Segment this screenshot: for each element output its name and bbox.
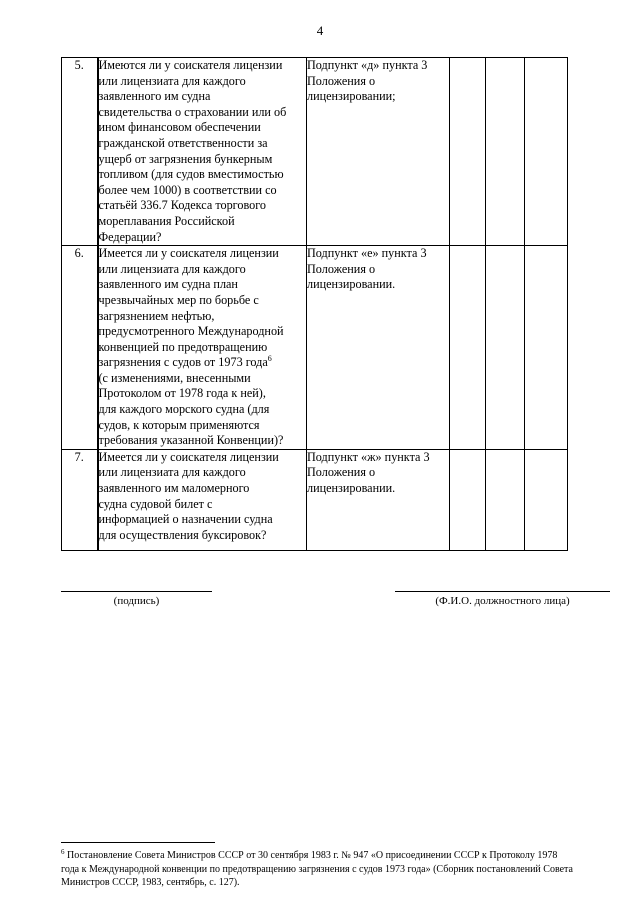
footnote-divider bbox=[61, 842, 215, 843]
page-number: 4 bbox=[316, 23, 324, 38]
answer-cell[interactable] bbox=[486, 58, 525, 246]
official-name-line[interactable] bbox=[395, 591, 610, 592]
table-row bbox=[62, 246, 568, 450]
answer-cell[interactable] bbox=[450, 246, 486, 450]
row-number: 7. bbox=[62, 449, 98, 550]
footnote-mark: 6 bbox=[61, 848, 65, 856]
row-reference: Подпункт «ж» пункта 3 Положения о лицензировании. bbox=[307, 449, 450, 550]
footnote-reference-mark: 6 bbox=[267, 354, 272, 364]
checklist-table bbox=[61, 57, 568, 551]
answer-cell[interactable] bbox=[525, 246, 568, 450]
row-question-text-continued: (с изменениями, внесенными Протоколом от 1978 года к ней), для каждого морского судна (для судов, к которым применяются требования указанной Конвенции)? bbox=[98, 370, 284, 448]
signature-line[interactable] bbox=[61, 591, 212, 592]
answer-cell[interactable] bbox=[450, 58, 486, 246]
signature-caption: (подпись) bbox=[113, 595, 160, 607]
row-number: 5. bbox=[62, 58, 98, 246]
answer-cell[interactable] bbox=[486, 449, 525, 550]
answer-cell[interactable] bbox=[525, 449, 568, 550]
official-name-caption: (Ф.И.О. должностного лица) bbox=[435, 595, 570, 607]
answer-cell[interactable] bbox=[486, 246, 525, 450]
answer-cell[interactable] bbox=[450, 449, 486, 550]
row-reference: Подпункт «е» пункта 3 Положения о лицензировании. bbox=[307, 246, 450, 450]
table-row bbox=[62, 449, 568, 550]
footnote bbox=[61, 849, 613, 890]
row-number: 6. bbox=[62, 246, 98, 450]
row-question bbox=[98, 246, 307, 450]
table-row bbox=[62, 58, 568, 246]
answer-cell[interactable] bbox=[525, 58, 568, 246]
row-question: Имеются ли у соискателя лицензии или лицензиата для каждого заявленного им судна свидетельства о страховании или об ином финансовом обеспечении гражданской ответственности за ущерб от загрязнения бункерным топливом (для судов вместимостью более чем 1000) в соответствии со статьёй 336.7 Кодекса торгового мореплавания Российской Федерации? bbox=[98, 58, 307, 246]
row-question-text: Имеется ли у соискателя лицензии или лицензиата для каждого заявленного им судна план чрезвычайных мер по борьбе с загрязнением нефтью, предусмотренного Международной конвенцией по предотвращению загрязнения с судов от 1973 года bbox=[98, 246, 284, 370]
row-question: Имеется ли у соискателя лицензии или лицензиата для каждого заявленного им маломерного судна судовой билет с информацией о назначении судна для осуществления буксировок? bbox=[98, 449, 307, 550]
footnote-text: Постановление Совета Министров СССР от 30 сентября 1983 г. № 947 «О присоединении СССР к Протоколу 1978 года к Международной конвенции по предотвращению загрязнения с судов 1973 года» (Сборник постановлений Совета Министров СССР, 1983, сентябрь, с. 127). bbox=[61, 850, 573, 888]
row-reference: Подпункт «д» пункта 3 Положения о лицензировании; bbox=[307, 58, 450, 246]
